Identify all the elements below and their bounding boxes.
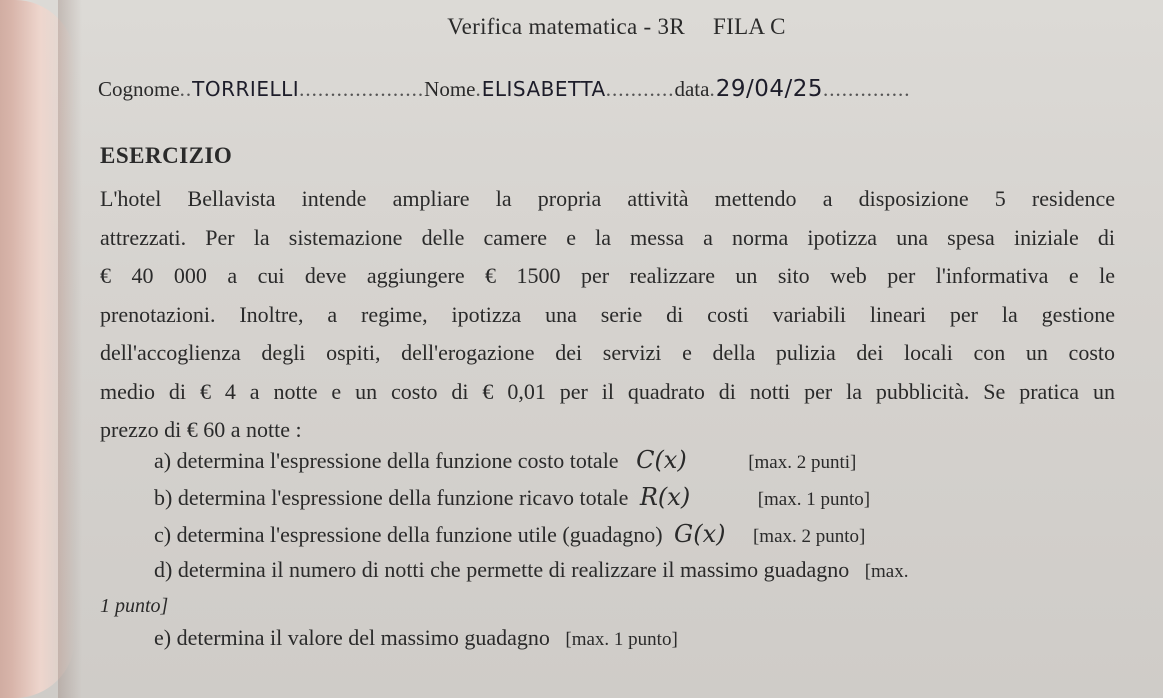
function-label: R(x)	[639, 483, 691, 511]
question-e	[154, 625, 678, 651]
exercise-line: medio di € 4 a notte e un costo di € 0,01 per il quadrato di notti per la pubblicità. Se pratica un	[100, 378, 1115, 404]
question-text: c) determina l'espressione della funzione utile (guadagno)	[154, 522, 663, 547]
points-label: [max. 1 punto]	[757, 489, 871, 510]
fila-label: FILA C	[713, 14, 786, 39]
question-d	[154, 557, 909, 583]
question-d-continuation: 1 punto]	[100, 595, 169, 617]
nome-value: ELISABETTA	[481, 77, 606, 101]
points-label: [max. 2 punto]	[752, 526, 866, 547]
exercise-line: € 40 000 a cui deve aggiungere € 1500 per realizzare un sito web per l'informativa e le	[100, 263, 1115, 288]
nome-label: Nome	[424, 77, 476, 101]
question-text: d) determina il numero di notti che permette di realizzare il massimo guadagno	[154, 557, 850, 582]
question-a	[154, 446, 856, 474]
exercise-text	[100, 180, 1115, 450]
student-info-line: Cognome..TORRIELLI....................Nome.ELISABETTA...........data.29/04/25..............	[98, 76, 911, 102]
cognome-label: Cognome	[98, 77, 180, 101]
function-label: C(x)	[636, 446, 687, 474]
title-text: Verifica matematica - 3R	[447, 14, 685, 39]
function-label: G(x)	[674, 520, 726, 548]
question-text: a) determina l'espressione della funzione costo totale	[154, 448, 619, 473]
cognome-value: TORRIELLI	[192, 77, 300, 101]
points-label: [max.	[864, 561, 909, 582]
question-b	[154, 483, 870, 511]
finger-shadow	[58, 0, 82, 698]
question-text: b) determina l'espressione della funzione ricavo totale	[154, 485, 629, 510]
exam-title	[0, 14, 1163, 40]
question-c	[154, 520, 865, 548]
exercise-heading: ESERCIZIO	[100, 143, 233, 168]
data-value: 29/04/25	[715, 76, 824, 102]
exercise-line: prezzo di € 60 a notte :	[100, 417, 302, 442]
exercise-line: prenotazioni. Inoltre, a regime, ipotizza una serie di costi variabili lineari per la gestione	[100, 301, 1115, 327]
exercise-line: attrezzati. Per la sistemazione delle camere e la messa a norma ipotizza una spesa iniziale di	[100, 224, 1115, 250]
data-label: data	[674, 77, 710, 101]
points-label: [max. 1 punto]	[565, 629, 678, 650]
exercise-line: dell'accoglienza degli ospiti, dell'erogazione dei servizi e della pulizia dei locali con un costo	[100, 340, 1115, 365]
question-text: e) determina il valore del massimo guadagno	[154, 625, 550, 650]
exercise-line: L'hotel Bellavista intende ampliare la propria attività mettendo a disposizione 5 residence	[100, 186, 1115, 211]
points-label: [max. 2 punti]	[748, 452, 857, 473]
